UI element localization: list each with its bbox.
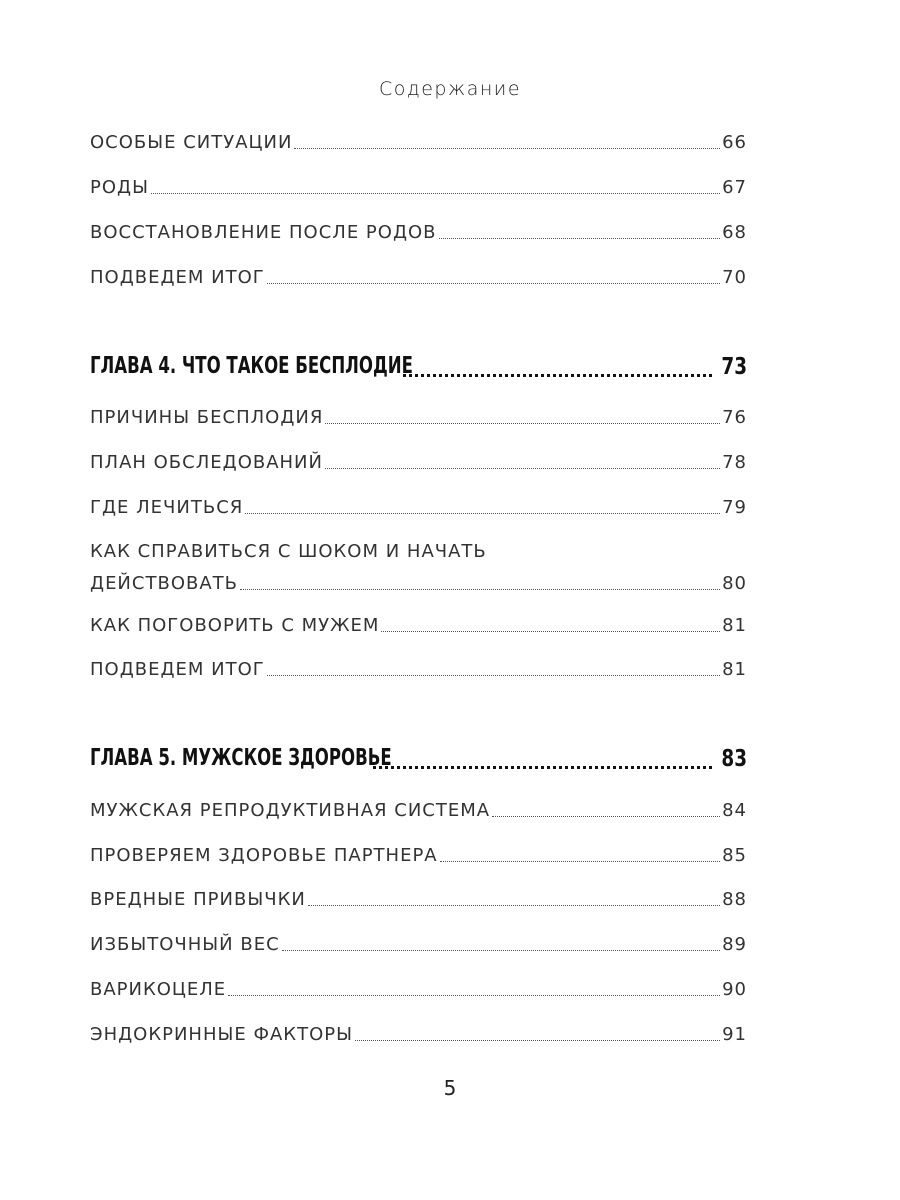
toc-entry-page: 89 [722,934,747,955]
toc-entry [90,499,747,517]
dot-leader [325,422,720,424]
dot-leader [355,1039,720,1041]
toc-entry [90,224,747,242]
toc-entry-page: 79 [722,497,747,518]
dot-leader [325,467,720,469]
toc-entry [90,847,747,865]
toc-entry-page: 70 [722,267,747,288]
dot-leader [403,373,712,377]
toc-entry-title: ПОДВЕДЕМ ИТОГ [90,659,265,680]
dot-leader [267,282,720,284]
toc-entry [90,454,747,472]
dot-leader [294,147,720,149]
chapter-title: ГЛАВА 5. МУЖСКОЕ ЗДОРОВЬЕ [90,745,392,771]
toc-entry [90,891,747,909]
toc-entry-page: 88 [722,889,747,910]
toc-entry-page: 90 [722,979,747,1000]
dot-leader [228,994,720,996]
toc-entry-page: 81 [722,615,747,636]
toc-entry [90,661,747,679]
contents-header: Содержание [378,78,522,100]
toc-entry [90,1026,747,1044]
toc-entry [90,179,747,197]
toc-entry [90,617,747,635]
toc-entry-page: 80 [722,573,747,594]
chapter-page: 83 [721,746,747,772]
dot-leader [282,949,720,951]
toc-entry-title: КАК ПОГОВОРИТЬ С МУЖЕМ [90,615,380,636]
toc-entry-title: ПРИЧИНЫ БЕСПЛОДИЯ [90,407,324,428]
dot-leader [308,904,720,906]
toc-entry-page: 76 [722,407,747,428]
toc-entry-page: 78 [722,452,747,473]
toc-entry-page: 91 [722,1024,747,1045]
dot-leader [492,815,720,817]
toc-entry-page: 81 [722,659,747,680]
toc-entry [90,936,747,954]
toc-entry-page: 84 [722,800,747,821]
toc-entry [90,543,747,593]
toc-entry-title: ГДЕ ЛЕЧИТЬСЯ [90,497,244,518]
toc-chapter-heading [90,353,747,379]
dot-leader [440,860,720,862]
toc-entry-title: ОСОБЫЕ СИТУАЦИИ [90,132,293,153]
toc-entry-title: ВАРИКОЦЕЛЕ [90,979,227,1000]
chapter-title: ГЛАВА 4. ЧТО ТАКОЕ БЕСПЛОДИЕ [90,353,413,379]
toc-chapter-heading [90,745,747,771]
toc-entry-title: РОДЫ [90,177,149,198]
toc-entry-title: ПЛАН ОБСЛЕДОВАНИЙ [90,452,323,473]
toc-entry [90,981,747,999]
dot-leader [267,674,720,676]
toc-entry [90,134,747,152]
toc-entry-title: ВОССТАНОВЛЕНИЕ ПОСЛЕ РОДОВ [90,222,437,243]
toc-entry-title-line2: ДЕЙСТВОВАТЬ [90,573,238,594]
toc-entry-title: ИЗБЫТОЧНЫЙ ВЕС [90,934,280,955]
toc-entry [90,269,747,287]
page-number: 5 [443,1076,457,1100]
toc-entry-page: 67 [722,177,747,198]
dot-leader [245,512,720,514]
toc-entry-title: ВРЕДНЫЕ ПРИВЫЧКИ [90,889,306,910]
dot-leader [240,588,720,590]
dot-leader [439,237,721,239]
dot-leader [373,765,712,769]
toc-entry-title: МУЖСКАЯ РЕПРОДУКТИВНАЯ СИСТЕМА [90,800,491,821]
toc-entry [90,802,747,820]
dot-leader [381,630,720,632]
chapter-page: 73 [721,354,747,380]
dot-leader [151,192,720,194]
toc-entry-title: ПРОВЕРЯЕМ ЗДОРОВЬЕ ПАРТНЕРА [90,845,438,866]
toc-entry-page: 68 [722,222,747,243]
toc-entry-page: 85 [722,845,747,866]
toc-entry [90,409,747,427]
toc-entry-title: ЭНДОКРИННЫЕ ФАКТОРЫ [90,1024,353,1045]
toc-entry-title-line1: КАК СПРАВИТЬСЯ С ШОКОМ И НАЧАТЬ [90,541,487,562]
toc-entry-page: 66 [722,132,747,153]
toc-entry-title: ПОДВЕДЕМ ИТОГ [90,267,265,288]
